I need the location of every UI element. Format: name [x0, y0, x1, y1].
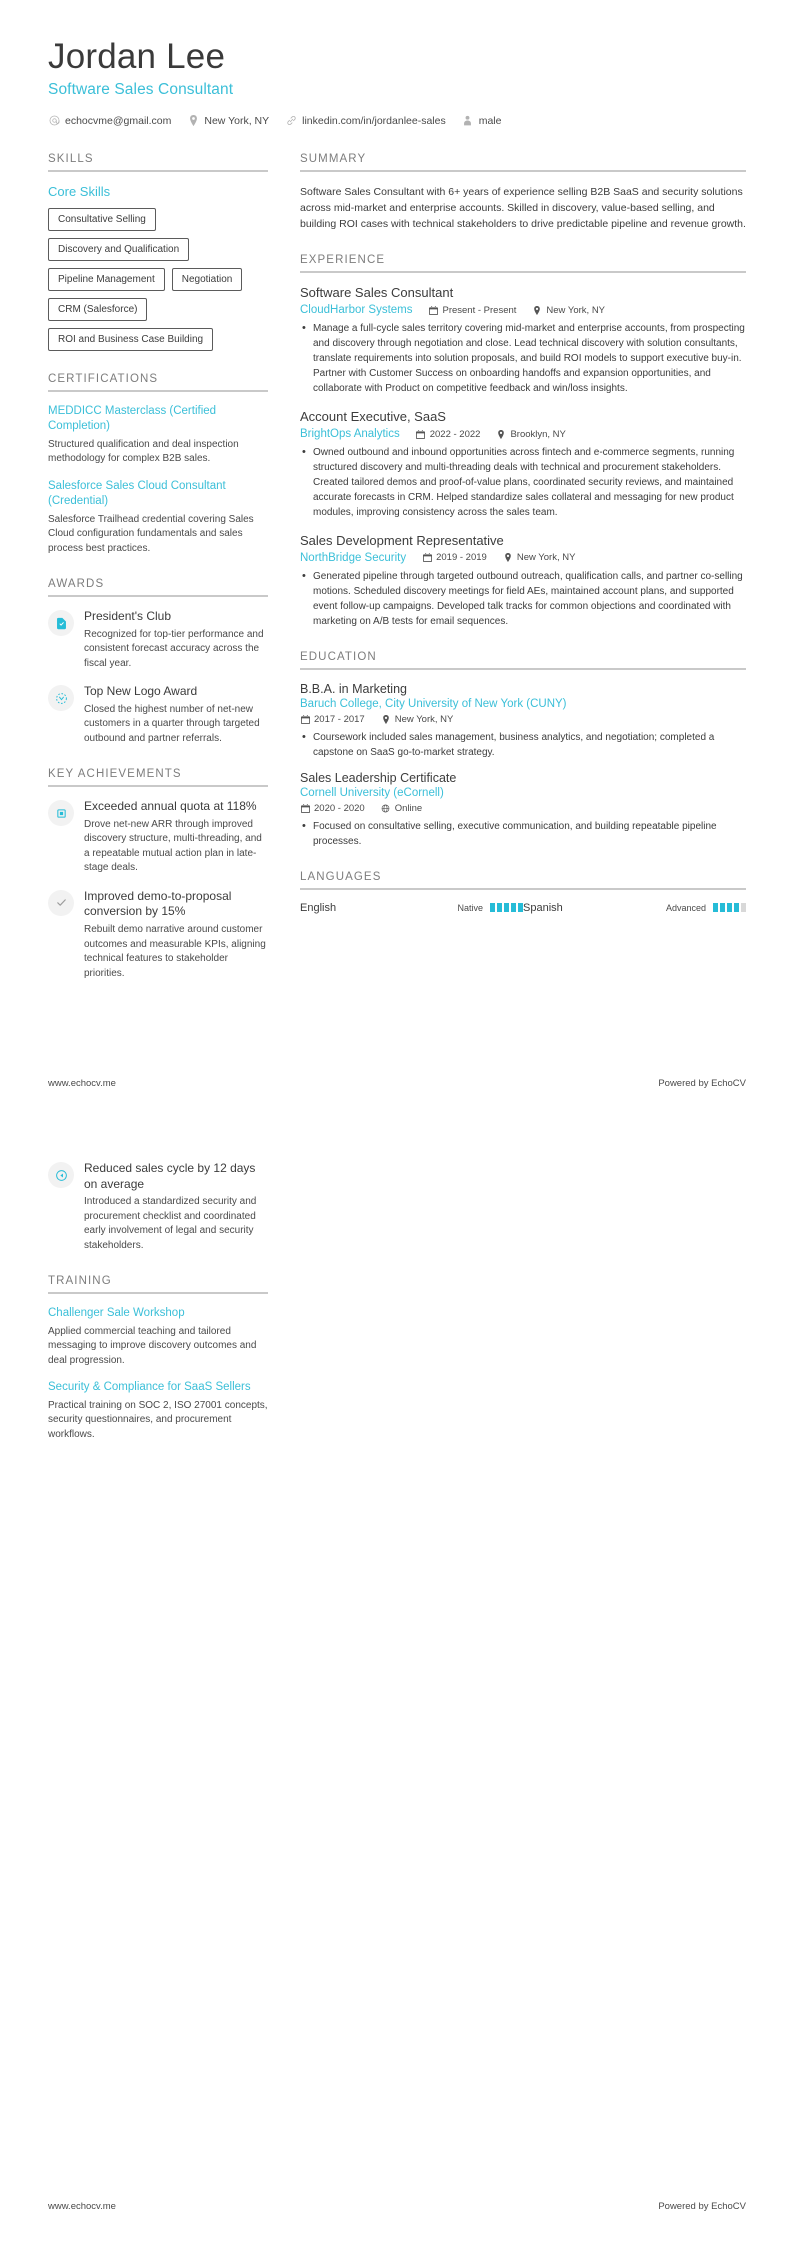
award-item	[48, 684, 268, 746]
experience-bullet: • Generated pipeline through targeted outbound outreach, qualification calls, and partner co-selling motions. Scheduled discovery meetings for field AEs, maintained account plans, and supported event follow-up campaigns. Developed talk tracks for common objections and coordinated with marketing on A/B tests for email sequences.	[313, 569, 746, 629]
experience-item	[300, 285, 746, 396]
experience-bullets	[300, 445, 746, 520]
page-footer	[48, 1078, 746, 1089]
rating-dot	[713, 903, 718, 912]
experience-item	[300, 533, 746, 629]
language-item	[300, 902, 523, 914]
award-item	[48, 609, 268, 671]
chip-square-icon	[48, 800, 74, 826]
section-title-experience: EXPERIENCE	[300, 254, 746, 273]
award-title: Top New Logo Award	[84, 684, 198, 699]
language-name: English	[300, 901, 337, 914]
experience-bullets	[300, 321, 746, 396]
education-dates-text: 2017 - 2017	[314, 713, 365, 725]
language-level: Advanced	[665, 902, 706, 913]
rating-dot	[497, 903, 502, 912]
experience-dates-text: 2019 - 2019	[436, 552, 487, 564]
section-education	[300, 651, 746, 849]
section-title-languages: LANGUAGES	[300, 871, 746, 890]
education-degree: B.B.A. in Marketing	[300, 681, 407, 696]
skill-chip: Discovery and Qualification	[48, 238, 189, 261]
skill-chip: Pipeline Management	[48, 268, 165, 291]
experience-location	[496, 429, 565, 440]
section-title-certifications: CERTIFICATIONS	[48, 373, 268, 392]
summary-text: Software Sales Consultant with 6+ years of experience selling B2B SaaS and security solutions across mid-market and enterprise accounts. Skilled in discovery, value-based selling, and building ROI cases with technical stakeholders to drive predictable pipeline and revenue growth.	[300, 185, 746, 231]
page-footer	[48, 2201, 746, 2212]
experience-company: CloudHarbor Systems	[300, 304, 413, 317]
footer-website[interactable]: www.echocv.me	[48, 1078, 116, 1089]
experience-location-text: New York, NY	[546, 304, 606, 316]
experience-dates-text: Present - Present	[442, 304, 517, 316]
language-rating	[490, 903, 523, 912]
document-check-icon	[48, 610, 74, 636]
rating-dot	[511, 903, 516, 912]
footer-branding: Powered by EchoCV	[658, 1078, 746, 1089]
contact-email-text: echocvme@gmail.com	[65, 114, 172, 127]
rating-dot	[490, 903, 495, 912]
award-desc: Closed the highest number of net-new customers in a quarter through targeted outbound and partner referrals.	[84, 703, 260, 744]
rating-dot	[720, 903, 725, 912]
education-location-text: New York, NY	[394, 713, 454, 725]
certification-title: MEDDICC Masterclass (Certified Completion)	[48, 404, 217, 433]
location-pin-icon	[532, 305, 542, 315]
certification-title: Salesforce Sales Cloud Consultant (Credential)	[48, 479, 226, 508]
achievement-desc: Rebuilt demo narrative around customer outcomes and measurable KPIs, aligning technical features to stakeholder priorities.	[84, 924, 266, 979]
skill-chip: CRM (Salesforce)	[48, 298, 147, 321]
experience-company: NorthBridge Security	[300, 551, 407, 564]
education-bullets	[300, 819, 746, 849]
location-pin-icon	[187, 115, 199, 127]
rating-dot	[734, 903, 739, 912]
resume-page-2	[0, 1123, 794, 2246]
experience-location-text: Brooklyn, NY	[510, 428, 566, 440]
education-dates	[300, 714, 365, 725]
target-dashed-icon	[48, 685, 74, 711]
section-title-key-achievements: KEY ACHIEVEMENTS	[48, 768, 268, 787]
certification-item	[48, 404, 268, 467]
skill-chip: Negotiation	[172, 268, 243, 291]
achievement-title: Improved demo-to-proposal conversion by 15%	[84, 888, 232, 919]
experience-bullet: • Manage a full-cycle sales territory covering mid-market and enterprise accounts, from prospecting and discovery through negotiation and close. Lead technical discovery with solution consultants, translate requirements into solution proposals, and build ROI models to support executive buy-in. Partner with Customer Success on onboarding handoffs and expansion opportunities, and collaborate with Product on competitive feedback and win/loss insights.	[313, 321, 746, 396]
rating-dot	[741, 903, 746, 912]
footer-branding: Powered by EchoCV	[658, 2201, 746, 2212]
rating-dot	[727, 903, 732, 912]
candidate-name: Jordan Lee	[48, 37, 226, 76]
sidebar-column	[48, 153, 294, 1004]
body-columns	[48, 153, 746, 1004]
section-languages	[300, 871, 746, 914]
check-icon	[48, 890, 74, 916]
education-bullet: • Coursework included sales management, business analytics, and negotiation; completed a capstone on SaaS go-to-market strategy.	[313, 730, 746, 760]
globe-icon	[381, 803, 391, 813]
training-item	[48, 1306, 268, 1368]
section-title-summary: SUMMARY	[300, 153, 746, 172]
main-column	[294, 153, 746, 936]
achievement-desc: Introduced a standardized security and procurement checklist and coordinated early involvement of legal and security stakeholders.	[84, 1196, 257, 1251]
section-certifications	[48, 373, 268, 557]
language-rating	[713, 903, 746, 912]
language-name: Spanish	[523, 901, 563, 914]
calendar-icon	[300, 714, 310, 724]
education-meta	[300, 803, 746, 814]
education-school: Baruch College, City University of New York (CUNY)	[300, 697, 567, 710]
experience-role: Software Sales Consultant	[300, 285, 454, 301]
award-title: President's Club	[84, 609, 171, 624]
experience-location	[532, 305, 605, 316]
training-item	[48, 1380, 268, 1442]
education-bullets	[300, 730, 746, 760]
person-icon	[462, 115, 474, 127]
award-desc: Recognized for top-tier performance and consistent forecast accuracy across the fiscal year.	[84, 628, 264, 669]
achievement-item	[48, 1161, 268, 1253]
experience-location-text: New York, NY	[516, 552, 576, 564]
education-bullet: • Focused on consultative selling, executive communication, and building repeatable pipeline processes.	[313, 819, 746, 849]
location-pin-icon	[503, 553, 513, 563]
experience-company: BrightOps Analytics	[300, 428, 400, 441]
training-desc: Practical training on SOC 2, ISO 27001 concepts, security questionnaires, and procurement workflows.	[48, 1399, 268, 1440]
calendar-icon	[422, 553, 432, 563]
rating-dot	[504, 903, 509, 912]
section-awards	[48, 578, 268, 746]
location-pin-icon	[381, 714, 391, 724]
education-dates-text: 2020 - 2020	[314, 802, 365, 814]
language-item	[523, 902, 746, 914]
experience-dates-text: 2022 - 2022	[429, 428, 481, 440]
section-key-achievements	[48, 768, 268, 981]
achievement-title: Exceeded annual quota at 118%	[84, 799, 257, 814]
certification-desc: Structured qualification and deal inspection methodology for complex B2B sales.	[48, 438, 239, 465]
contact-gender-text: male	[478, 114, 502, 127]
education-meta	[300, 714, 746, 725]
clock-back-icon	[48, 1162, 74, 1188]
experience-role: Account Executive, SaaS	[300, 409, 446, 425]
section-experience	[300, 254, 746, 629]
skill-chip: Consultative Selling	[48, 208, 156, 231]
education-location	[381, 803, 422, 814]
calendar-icon	[428, 305, 438, 315]
achievement-desc: Drove net-new ARR through improved discovery structure, multi-threading, and a repeatable mutual action plan in late-stage deals.	[84, 818, 262, 874]
experience-bullets	[300, 569, 746, 629]
location-pin-icon	[496, 429, 506, 439]
contact-linkedin-text: linkedin.com/in/jordanlee-sales	[302, 114, 446, 127]
experience-meta	[300, 304, 746, 316]
achievement-item	[48, 889, 268, 981]
experience-dates	[422, 552, 487, 563]
resume-header	[48, 38, 746, 127]
education-location-text: Online	[394, 802, 423, 814]
section-key-achievements-continued	[48, 1161, 268, 1253]
email-icon	[48, 115, 60, 127]
section-title-training: TRAINING	[48, 1275, 268, 1294]
contact-linkedin[interactable]	[285, 115, 446, 127]
contact-gender	[462, 115, 502, 127]
contact-row	[48, 115, 746, 127]
certification-desc: Salesforce Trailhead credential covering Sales Cloud configuration fundamentals and sales process best practices.	[48, 513, 254, 554]
education-item	[300, 682, 746, 760]
link-icon	[285, 115, 297, 127]
skill-chip: ROI and Business Case Building	[48, 328, 213, 351]
candidate-headline: Software Sales Consultant	[48, 80, 234, 98]
experience-dates	[416, 429, 481, 440]
language-level: Native	[457, 902, 483, 913]
experience-meta	[300, 428, 746, 440]
experience-role: Sales Development Representative	[300, 533, 504, 549]
section-title-education: EDUCATION	[300, 651, 746, 670]
sidebar-column-page2	[48, 1161, 294, 1464]
skills-group-title: Core Skills	[48, 183, 111, 199]
training-desc: Applied commercial teaching and tailored messaging to improve discovery outcomes and deal progression.	[48, 1325, 257, 1366]
experience-meta	[300, 552, 746, 564]
section-summary	[300, 153, 746, 233]
section-training	[48, 1275, 268, 1442]
footer-website[interactable]: www.echocv.me	[48, 2201, 116, 2212]
experience-dates	[428, 305, 516, 316]
languages-row	[300, 902, 746, 914]
section-title-awards: AWARDS	[48, 578, 268, 597]
education-school: Cornell University (eCornell)	[300, 786, 444, 799]
education-item	[300, 771, 746, 849]
skills-chip-list	[48, 208, 268, 351]
contact-location	[187, 115, 269, 127]
section-skills	[48, 153, 268, 351]
achievement-title: Reduced sales cycle by 12 days on average	[84, 1161, 256, 1191]
certification-item	[48, 479, 268, 557]
experience-item	[300, 409, 746, 520]
experience-location	[503, 552, 576, 563]
training-title: Security & Compliance for SaaS Sellers	[48, 1381, 251, 1394]
contact-email[interactable]	[48, 115, 171, 127]
achievement-item	[48, 799, 268, 876]
body-columns-page2	[48, 1161, 746, 1464]
training-title: Challenger Sale Workshop	[48, 1307, 185, 1320]
education-location	[381, 714, 454, 725]
education-degree: Sales Leadership Certificate	[300, 770, 457, 785]
section-title-skills: SKILLS	[48, 153, 268, 172]
experience-bullet: • Owned outbound and inbound opportunities across fintech and e-commerce segments, running structured discovery and multi-threading deals with technical and procurement stakeholders. Created tailored demos and proof-of-value plans, coordinated security reviews, and maintained accurate forecasts in CRM. Helped standardize sales collateral and messaging for new product modules, improving consistency across the sales team.	[313, 445, 746, 520]
contact-location-text: New York, NY	[204, 114, 270, 127]
calendar-icon	[416, 429, 426, 439]
education-dates	[300, 803, 365, 814]
calendar-icon	[300, 803, 310, 813]
